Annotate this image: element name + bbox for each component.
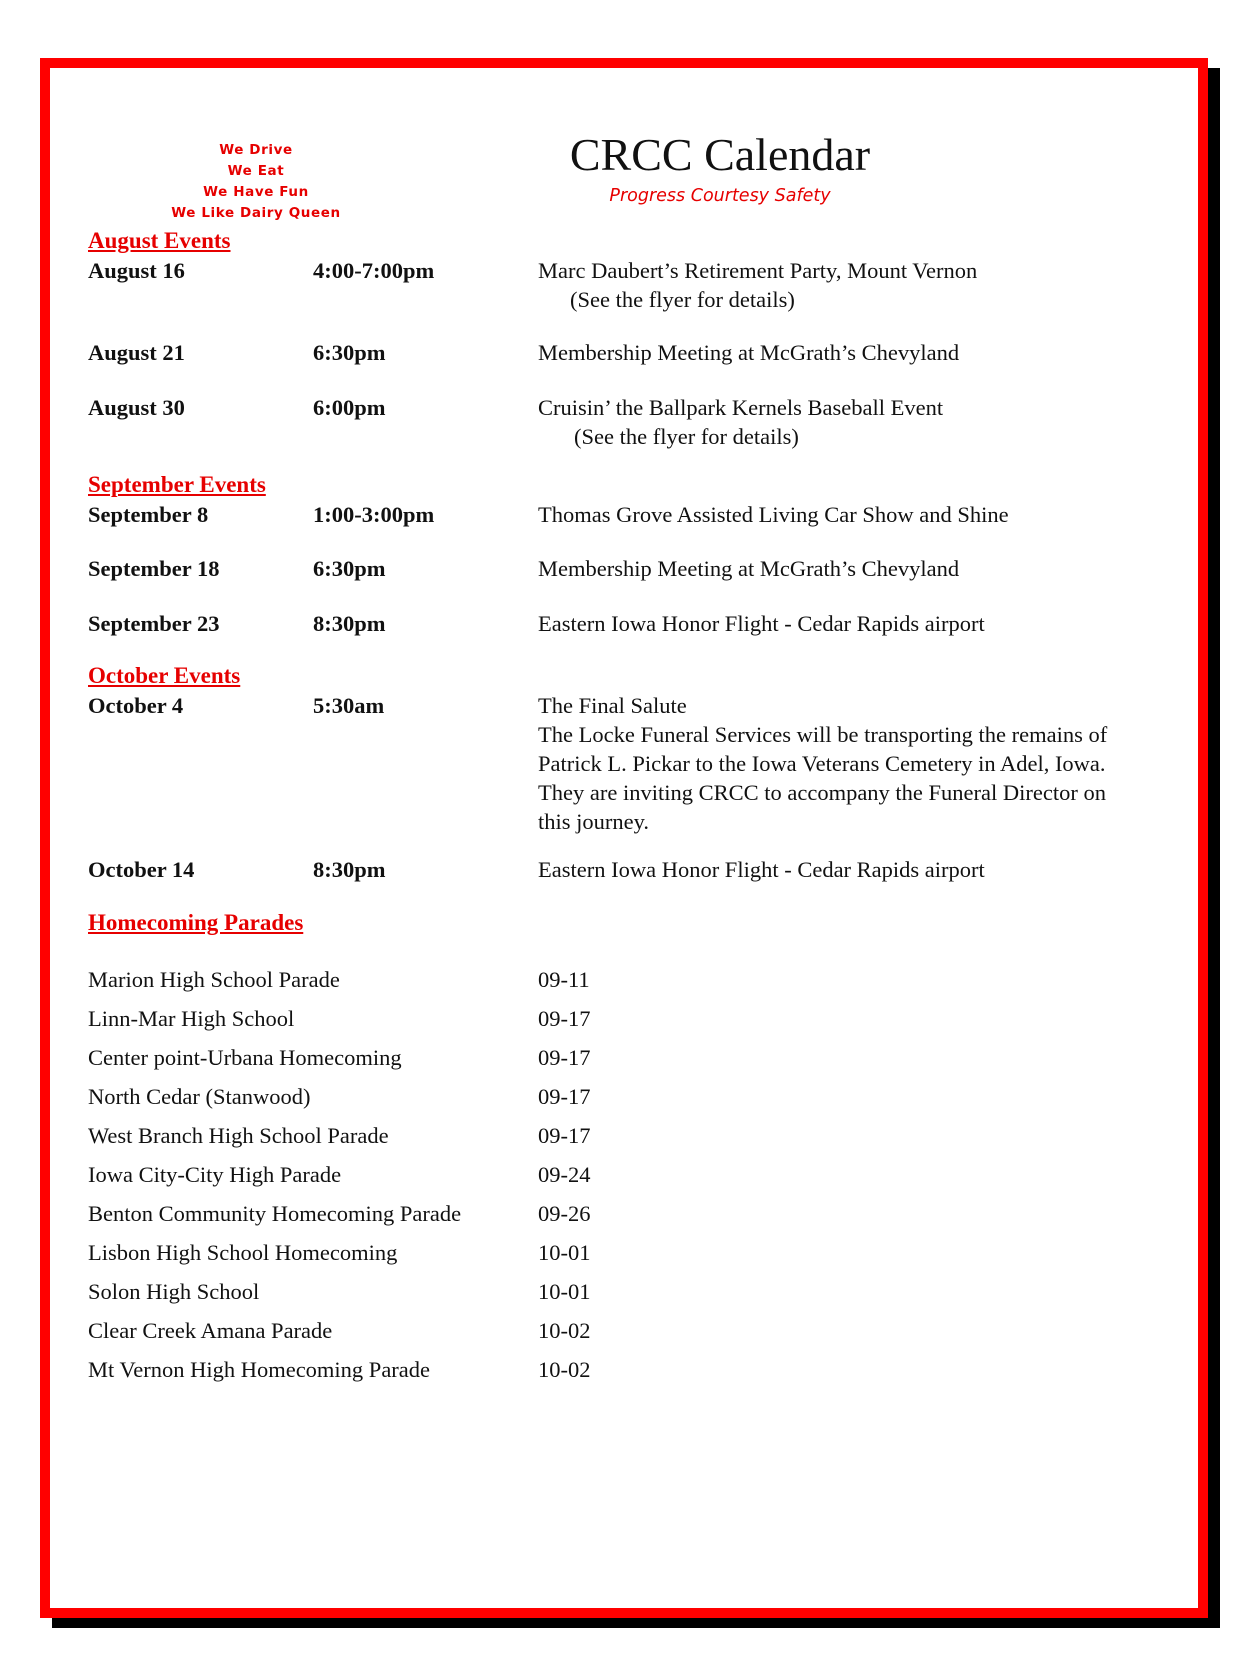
section-heading-october: October Events: [88, 663, 241, 688]
event-description: Eastern Iowa Honor Flight - Cedar Rapids airport: [538, 857, 985, 882]
parade-name: Iowa City-City High Parade: [88, 1162, 342, 1187]
calendar-page: [40, 58, 1208, 1618]
event-note: (See the flyer for details): [574, 424, 799, 449]
event-date: September 23: [88, 611, 220, 636]
parade-date: 09-17: [538, 1045, 591, 1070]
slogan: [146, 140, 366, 224]
section-heading-parades: Homecoming Parades: [88, 910, 304, 935]
event-date: October 14: [88, 857, 195, 882]
parade-date: 10-02: [538, 1318, 591, 1343]
event-description: Membership Meeting at McGrath’s Chevyland: [538, 340, 960, 365]
event-time: 6:00pm: [313, 395, 386, 420]
event-time: 6:30pm: [313, 340, 386, 365]
slogan-line: We Like Dairy Queen: [171, 205, 341, 221]
event-title: Marc Daubert’s Retirement Party, Mount Vernon: [538, 258, 978, 283]
event-title: The Final Salute: [538, 693, 687, 718]
parade-name: Center point-Urbana Homecoming: [88, 1045, 402, 1070]
parade-name: Marion High School Parade: [88, 967, 340, 992]
event-date: September 8: [88, 502, 209, 527]
parade-name: West Branch High School Parade: [88, 1123, 389, 1148]
section-heading-september: September Events: [88, 472, 266, 497]
tagline: Progress Courtesy Safety: [609, 186, 831, 206]
parade-date: 09-17: [538, 1123, 591, 1148]
section-heading-august: August Events: [88, 228, 231, 253]
parade-name: North Cedar (Stanwood): [88, 1084, 311, 1109]
page-title: CRCC Calendar: [569, 129, 871, 180]
event-description: [538, 256, 1138, 314]
parade-name: Benton Community Homecoming Parade: [88, 1201, 462, 1226]
parade-date: 09-26: [538, 1201, 591, 1226]
event-note: (See the flyer for details): [570, 287, 795, 312]
event-time: 5:30am: [313, 693, 385, 718]
event-detail: The Locke Funeral Services will be transporting the remains of Patrick L. Pickar to the Iowa Veterans Cemetery in Adel, Iowa. They are inviting CRCC to accompany the Funeral Director on this journey.: [538, 722, 1108, 834]
event-time: 8:30pm: [313, 857, 386, 882]
event-time: 8:30pm: [313, 611, 386, 636]
event-date: October 4: [88, 693, 184, 718]
slogan-line: We Drive: [219, 142, 293, 158]
parade-name: Mt Vernon High Homecoming Parade: [88, 1357, 431, 1382]
event-description: Membership Meeting at McGrath’s Chevyland: [538, 556, 960, 581]
event-time: 4:00-7:00pm: [313, 258, 435, 283]
event-description: Eastern Iowa Honor Flight - Cedar Rapids airport: [538, 611, 985, 636]
parade-date: 10-01: [538, 1279, 591, 1304]
parade-name: Linn-Mar High School: [88, 1006, 295, 1031]
parade-name: Lisbon High School Homecoming: [88, 1240, 398, 1265]
parade-date: 09-24: [538, 1162, 591, 1187]
event-title: Cruisin’ the Ballpark Kernels Baseball Event: [538, 395, 944, 420]
parade-date: 09-11: [538, 967, 590, 992]
event-date: August 21: [88, 340, 185, 365]
slogan-line: We Have Fun: [203, 184, 309, 200]
parade-name: Solon High School: [88, 1279, 260, 1304]
parade-date: 10-01: [538, 1240, 591, 1265]
event-time: 1:00-3:00pm: [313, 502, 435, 527]
parade-date: 09-17: [538, 1006, 591, 1031]
event-date: August 30: [88, 395, 185, 420]
event-date: August 16: [88, 258, 185, 283]
slogan-line: We Eat: [227, 163, 285, 179]
event-description: Thomas Grove Assisted Living Car Show and Shine: [538, 502, 1009, 527]
parade-date: 10-02: [538, 1357, 591, 1382]
parade-name: Clear Creek Amana Parade: [88, 1318, 333, 1343]
event-date: September 18: [88, 556, 220, 581]
event-description: [538, 691, 1128, 836]
parade-date: 09-17: [538, 1084, 591, 1109]
event-time: 6:30pm: [313, 556, 386, 581]
event-description: [538, 393, 1138, 451]
